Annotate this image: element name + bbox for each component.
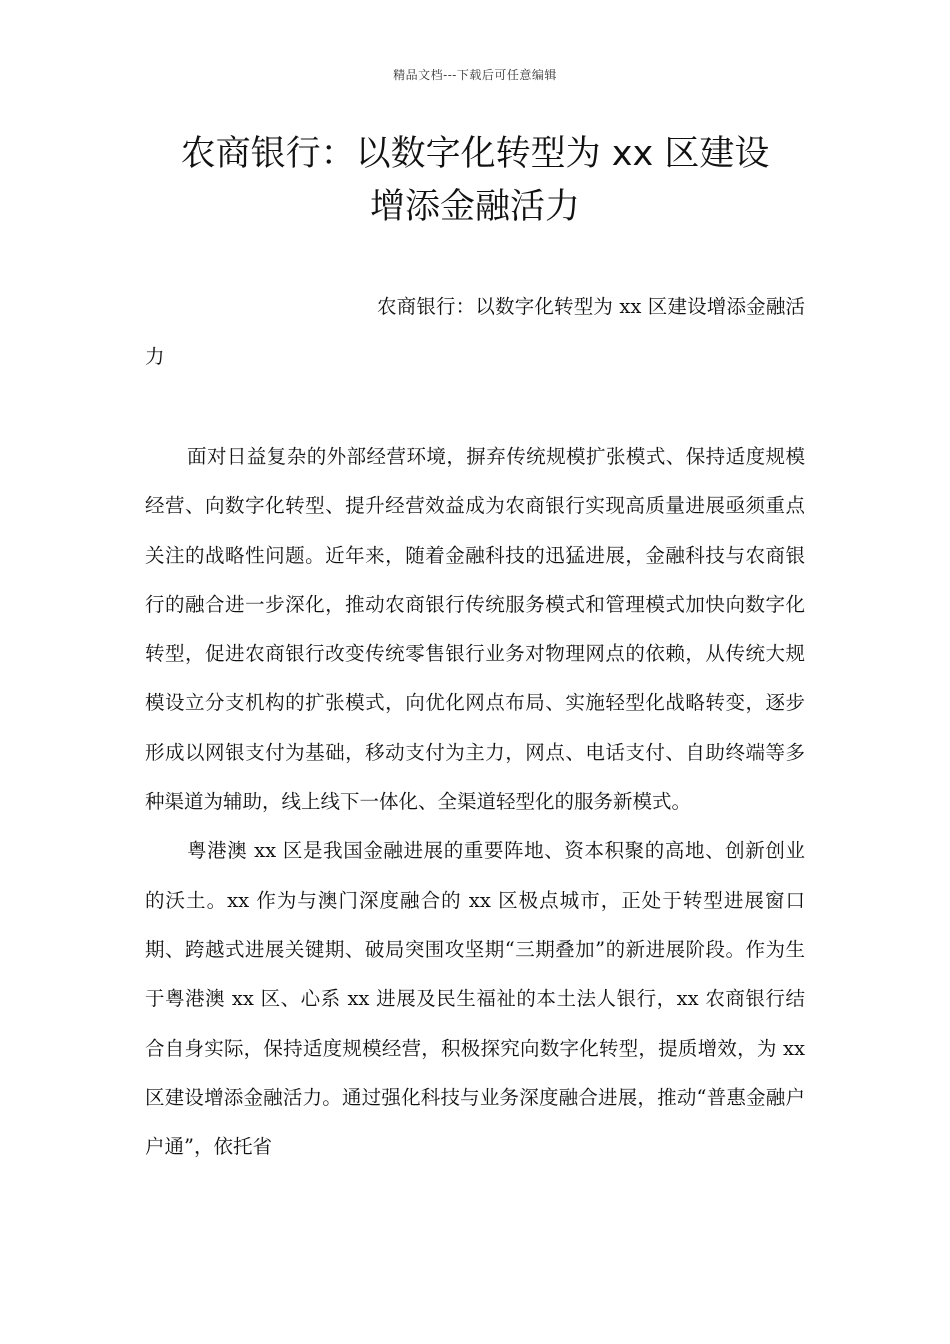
document-body [145, 282, 805, 1171]
document-subtitle: 农商银行：以数字化转型为 xx 区建设增添金融活力 [145, 295, 805, 368]
body-paragraph-1: 面对日益复杂的外部经营环境，摒弃传统规模扩张模式、保持适度规模经营、向数字化转型、提升经营效益成为农商银行实现高质量进展亟须重点关注的战略性问题。近年来，随着金融科技的迅猛进展，金融科技与农商银行的融合进一步深化，推动农商银行传统服务模式和管理模式加快向数字化转型，促进农商银行改变传统零售银行业务对物理网点的依赖，从传统大规模设立分支机构的扩张模式，向优化网点布局、实施轻型化战略转变，逐步形成以网银支付为基础，移动支付为主力，网点、电话支付、自助终端等多种渠道为辅助，线上线下一体化、全渠道轻型化的服务新模式。 [145, 445, 805, 814]
document-title [100, 128, 850, 234]
page-header-note: 精品文档---下载后可任意编辑 [393, 68, 557, 82]
body-paragraph-2: 粤港澳 xx 区是我国金融进展的重要阵地、资本积聚的高地、创新创业的沃土。xx 作为与澳门深度融合的 xx 区极点城市，正处于转型进展窗口期、跨越式进展关键期、破局突围攻坚期“三期叠加”的新进展阶段。作为生于粤港澳 xx 区、心系 xx 进展及民生福祉的本土法人银行，xx 农商银行结合自身实际，保持适度规模经营，积极探究向数字化转型，提质增效，为 xx 区建设增添金融活力。通过强化科技与业务深度融合进展，推动“普惠金融户户通”，依托省 [145, 839, 805, 1159]
document-title-line-2: 增添金融活力 [369, 187, 580, 227]
document-title-line-1: 农商银行：以数字化转型为 xx 区建设 [180, 134, 770, 174]
paragraph-spacer [145, 382, 805, 432]
